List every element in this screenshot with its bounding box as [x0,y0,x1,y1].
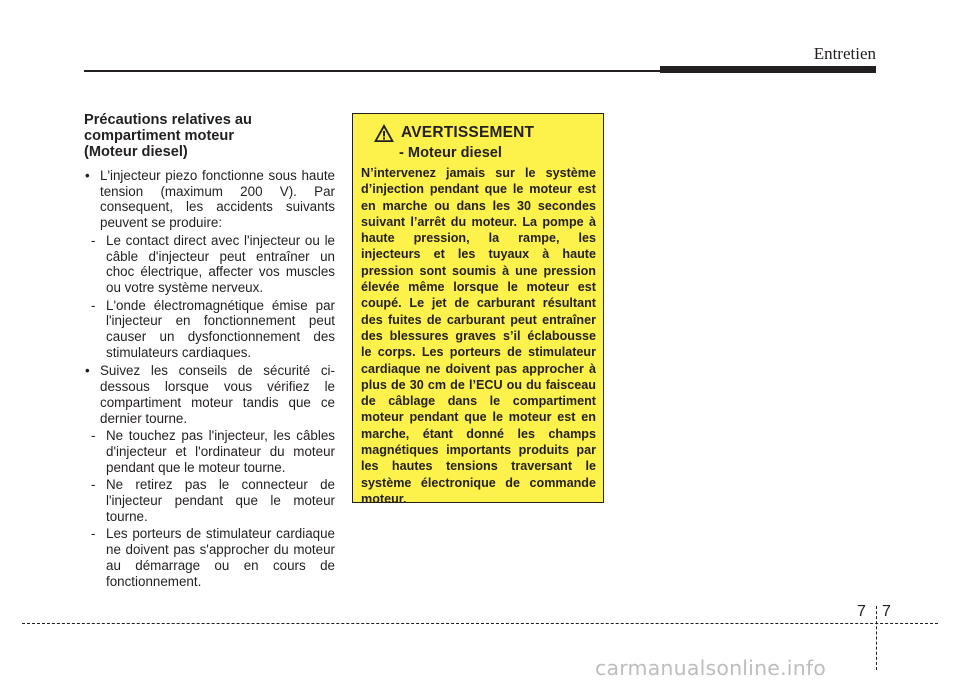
sub-item [84,428,335,475]
bullet-mark: • [85,363,90,379]
sub-text: Ne retirez pas le connecteur de l'injecteur pendant que le moteur tourne. [106,477,335,524]
sub-mark: - [91,477,96,493]
header-rule-thick [660,66,876,73]
warning-text: N’intervenez jamais sur le système d’injection pendant que le moteur est en marche ou dans les 30 secondes suivant l’arrêt du moteur. La pompe à haute pression, la rampe, les injecteurs et les tuyaux à haute pression sont soumis à une pression élevée même lorsque le moteur est coupé. Le jet de carburant résultant des fuites de carburant peut entraîner des blessures graves s’il éclabousse le corps. Les porteurs de stimulateur cardiaque ne doivent pas approcher à plus de 30 cm de l’ECU ou du faisceau de câblage dans le compartiment moteur pendant que le moteur est en marche, étant donné les champs magnétiques importants produits par les hautes tensions traversant le système électronique de commande moteur. [361,166,596,506]
sub-text: Le contact direct avec l'injecteur ou le câble d'injecteur peut entraîner un choc électrique, affecter vos muscles ou votre système nerveux. [106,232,335,295]
sub-text: Ne touchez pas l'injecteur, les câbles d'injecteur et l'ordinateur du moteur pendant que le moteur tourne. [106,428,335,475]
bullet-item [84,363,335,426]
sub-text: Les porteurs de stimulateur cardiaque ne doivent pas s'approcher du moteur au démarrage ou en cours de fonctionnement. [106,526,335,589]
warning-triangle-icon [373,123,395,143]
section-heading-line2: compartiment moteur [84,128,235,144]
warning-title: AVERTISSEMENT [401,124,535,141]
sub-item [84,477,335,524]
sub-item [84,526,335,589]
sub-item [84,298,335,361]
sub-mark: - [91,428,96,444]
warning-title-row [361,123,596,143]
section-heading-line1: Précautions relatives au [84,112,252,128]
footer-dashed-rule [22,623,938,624]
left-column [84,112,335,589]
sub-mark: - [91,232,96,248]
page-header-title: Entretien [813,44,876,63]
section-heading [84,112,335,160]
bullet-text: L'injecteur piezo fonctionne sous haute tension (maximum 200 V). Par consequent, les accidents suivants peuvent se produire: [100,168,335,231]
page-number: 7 [882,603,891,620]
bullet-text: Suivez les conseils de sécurité ci-dessous lorsque vous vérifiez le compartiment moteur tandis que ce dernier tourne. [100,363,335,426]
bullet-mark: • [85,168,90,183]
chapter-number: 7 [857,603,866,620]
header-rule-thin [84,70,664,72]
sub-mark: - [91,297,96,313]
footer-divider [876,606,877,670]
sub-mark: - [91,526,96,542]
section-heading-line3: (Moteur diesel) [84,144,188,160]
sub-text: L'onde électromagnétique émise par l'injecteur en fonctionnement peut causer un dysfonctionnement des stimulateurs cardiaques. [106,297,335,360]
watermark-text: carmanualsonline.info [595,656,827,680]
warning-subtitle: - Moteur diesel [399,145,502,161]
sub-item [84,233,335,296]
warning-box [352,113,604,506]
bullet-item [84,168,335,231]
